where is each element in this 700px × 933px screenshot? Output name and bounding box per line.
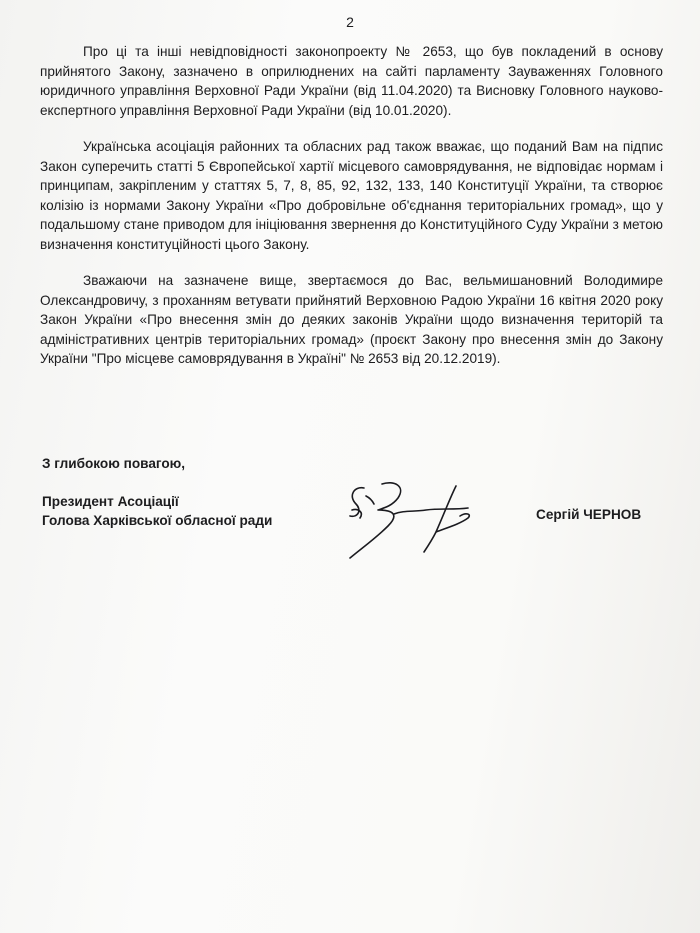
letter-body: [40, 42, 663, 386]
paragraph-2: Українська асоціація районних та обласних рад також вважає, що поданий Вам на підпис Закон суперечить статті 5 Європейської хартії місцевого самоврядування, не відповідає нормам і принципам, закріпленим у статтях 5, 7, 8, 85, 92, 132, 133, 140 Конституції України, та створює колізію із нормами Закону України «Про добровільне об'єднання територіальних громад», що у подальшому стане приводом для ініціювання звернення до Конституційного Суду України з метою визначення конституційності цього Закону.: [40, 139, 663, 252]
signer-name: Сергій ЧЕРНОВ: [536, 507, 642, 522]
page-number: 2: [346, 14, 354, 30]
signer-title-line-2: Голова Харківської обласної ради: [42, 513, 273, 528]
signer-title-line-1: Президент Асоціації: [42, 494, 179, 509]
signer-title: [42, 492, 272, 530]
paragraph-1: Про ці та інші невідповідності законопроекту № 2653, що був покладений в основу прийнятого Закону, зазначено в оприлюднених на сайті парламенту Зауваженнях Головного юридичного управління Верховної Ради України (від 11.04.2020) та Висновку Головного науково-експертного управління Верховної Ради України (від 10.01.2020).: [40, 44, 663, 118]
closing-salutation: З глибокою повагою,: [42, 456, 186, 471]
handwritten-signature: [336, 474, 496, 564]
paragraph-3: Зважаючи на зазначене вище, звертаємося до Вас, вельмишановний Володимире Олександровичу, з проханням ветувати прийнятий Верховною Радою України 16 квітня 2020 року Закон України «Про внесення змін до деяких законів України щодо визначення територій та адміністративних центрів територіальних громад» (проєкт Закону про внесення змін до Закону України "Про місцеве самоврядування в Україні" № 2653 від 20.12.2019).: [40, 273, 663, 366]
